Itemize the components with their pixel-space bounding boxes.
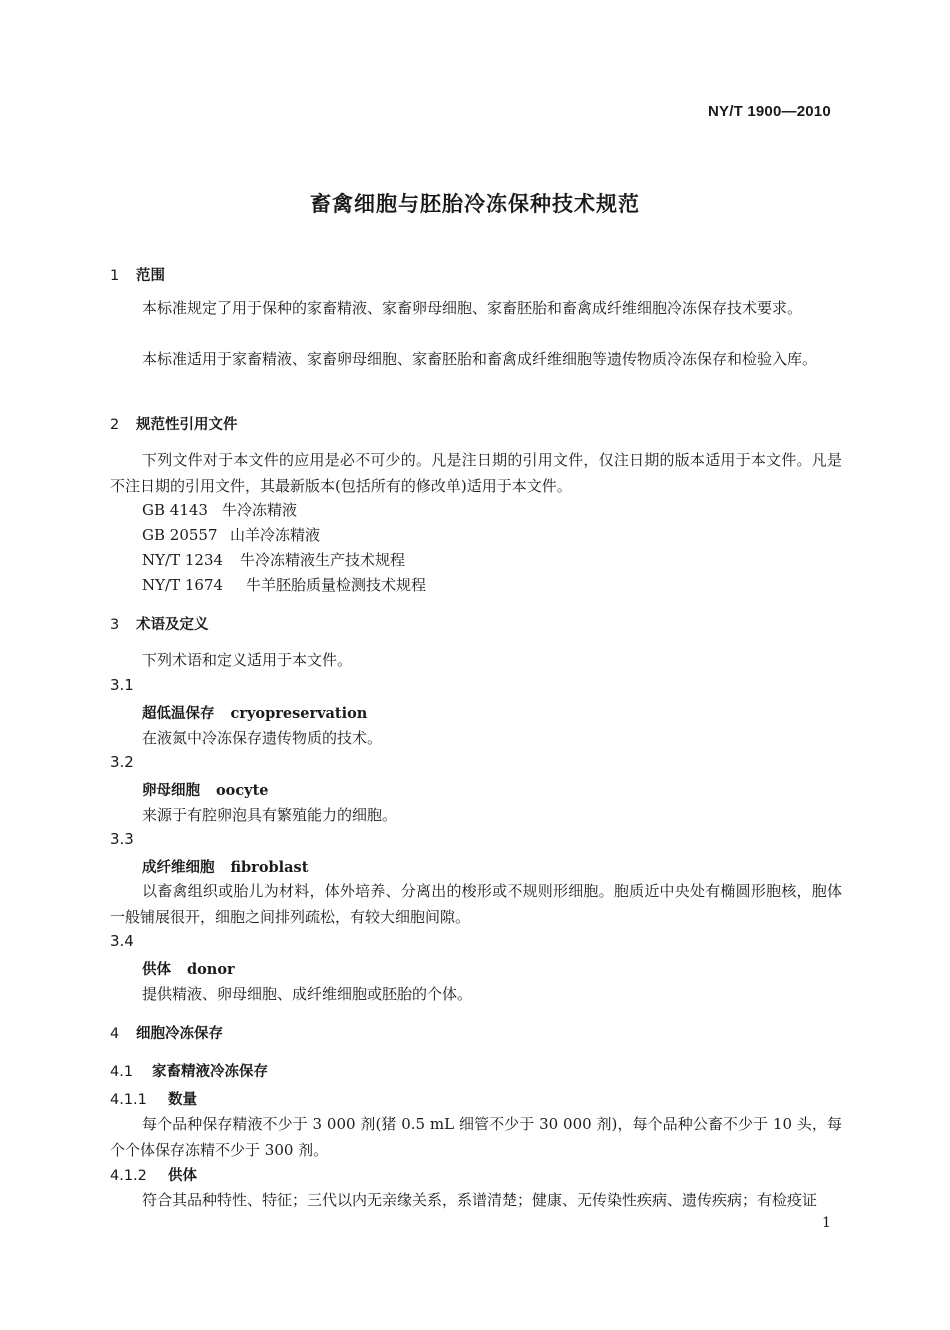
section-title: 范围: [136, 268, 165, 284]
term-number: 3.4: [110, 932, 134, 950]
page-number: 1: [822, 1215, 831, 1231]
subsubsection-number: 4.1.2: [110, 1168, 147, 1184]
term-definition: 来源于有腔卵泡具有繁殖能力的细胞。: [142, 806, 398, 824]
document-title: 畜禽细胞与胚胎冷冻保种技术规范: [310, 192, 640, 216]
term-definition: 以畜禽组织或胎儿为材料，体外培养、分离出的梭形或不规则形细胞。胞质近中央处有椭圆形胞核，胞体一般铺展很开，细胞之间排列疏松，有较大细胞间隙。: [110, 882, 842, 926]
section-1-heading: [110, 264, 165, 285]
term-number: 3.3: [110, 830, 134, 848]
reference-item: [142, 574, 426, 595]
term-zh: 成纤维细胞: [142, 859, 215, 876]
reference-item: [142, 524, 320, 545]
paragraph: 本标准适用于家畜精液、家畜卵母细胞、家畜胚胎和畜禽成纤维细胞等遗传物质冷冻保存和检验入库。: [142, 350, 818, 368]
section-title: 细胞冷冻保存: [136, 1026, 223, 1042]
paragraph: 每个品种保存精液不少于 3 000 剂(猪 0.5 mL 细管不少于 30 000 剂)，每个品种公畜不少于 10 头，每个个体保存冻精不少于 300 剂。: [110, 1115, 842, 1159]
section-number: 1: [110, 268, 120, 284]
reference-title: 牛冷冻精液生产技术规程: [240, 551, 406, 569]
term-number: 3.2: [110, 753, 134, 771]
section-3-heading: [110, 613, 209, 634]
reference-code: NY/T 1674: [142, 576, 224, 594]
subsubsection-heading: [110, 1088, 197, 1109]
subsubsection-number: 4.1.1: [110, 1092, 147, 1108]
term-entry: [142, 779, 269, 800]
reference-code: GB 4143: [142, 501, 208, 519]
reference-code: GB 20557: [142, 526, 218, 544]
term-definition: 提供精液、卵母细胞、成纤维细胞或胚胎的个体。: [142, 985, 473, 1003]
section-number: 3: [110, 617, 120, 633]
term-zh: 卵母细胞: [142, 782, 200, 799]
subsection-number: 4.1: [110, 1064, 134, 1080]
paragraph: 下列文件对于本文件的应用是必不可少的。凡是注日期的引用文件，仅注日期的版本适用于本文件。凡是不注日期的引用文件，其最新版本(包括所有的修改单)适用于本文件。: [110, 451, 842, 495]
term-entry: [142, 702, 367, 723]
term-en: fibroblast: [230, 859, 309, 876]
term-zh: 供体: [142, 961, 171, 978]
standard-code: NY/T 1900—2010: [708, 103, 831, 120]
term-zh: 超低温保存: [142, 705, 215, 722]
reference-title: 牛冷冻精液: [222, 501, 298, 519]
reference-title: 山羊冷冻精液: [230, 526, 321, 544]
paragraph: 本标准规定了用于保种的家畜精液、家畜卵母细胞、家畜胚胎和畜禽成纤维细胞冷冻保存技术要求。: [142, 299, 803, 317]
subsection-title: 家畜精液冷冻保存: [152, 1064, 268, 1080]
reference-code: NY/T 1234: [142, 551, 224, 569]
section-title: 规范性引用文件: [136, 417, 238, 433]
section-4-heading: [110, 1022, 223, 1043]
term-en: cryopreservation: [230, 705, 368, 722]
section-number: 4: [110, 1026, 120, 1042]
term-en: donor: [187, 961, 235, 978]
paragraph: 下列术语和定义适用于本文件。: [142, 651, 353, 669]
paragraph: 符合其品种特性、特征；三代以内无亲缘关系，系谱清楚；健康、无传染性疾病、遗传疾病；有检疫证: [142, 1191, 818, 1209]
term-en: oocyte: [216, 782, 269, 799]
term-entry: [142, 856, 308, 877]
section-number: 2: [110, 417, 120, 433]
reference-title: 牛羊胚胎质量检测技术规程: [246, 576, 427, 594]
term-entry: [142, 958, 235, 979]
term-number: 3.1: [110, 676, 134, 694]
section-2-heading: [110, 413, 238, 434]
subsection-heading: [110, 1060, 268, 1081]
section-title: 术语及定义: [136, 617, 209, 633]
subsubsection-heading: [110, 1164, 197, 1185]
subsubsection-title: 数量: [168, 1092, 197, 1108]
reference-item: [142, 499, 297, 520]
subsubsection-title: 供体: [168, 1168, 197, 1184]
reference-item: [142, 549, 405, 570]
term-definition: 在液氮中冷冻保存遗传物质的技术。: [142, 729, 383, 747]
